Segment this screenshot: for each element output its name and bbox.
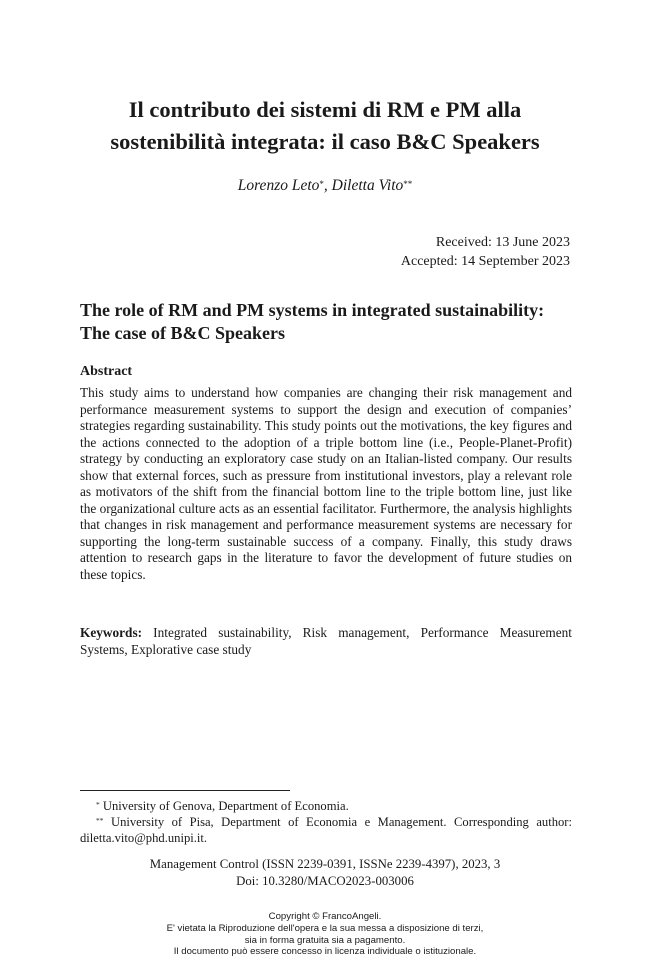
footnote [80,798,572,814]
journal-citation: Management Control (ISSN 2239-0391, ISSNe 2239-4397), 2023, 3 [149,857,501,871]
footnote-text: University of Genova, Department of Economia. [99,799,349,813]
abstract-heading: Abstract [80,364,133,379]
footnote-mark: * [96,800,100,809]
keywords-label: Keywords: [80,625,143,640]
footnote-text: University of Pisa, Department of Economia e Management. Corresponding author: diletta.vito@phd.unipi.it. [80,815,572,845]
copyright-line: Copyright © FrancoAngeli. [268,911,382,922]
english-title: The role of RM and PM systems in integrated sustainability: The case of B&C Speakers [80,300,545,343]
copyright-line: Il documento può essere concesso in licenza individuale o istituzionale. [173,946,477,958]
author-list [0,176,650,196]
doi: Doi: 10.3280/MACO2023-003006 [236,874,414,888]
copyright-notice [0,911,650,958]
keywords-text: Integrated sustainability, Risk management, Performance Measurement Systems, Explorative case study [80,625,572,657]
copyright-line: E' vietata la Riproduzione dell'opera e la sua messa a disposizione di terzi, [166,922,484,934]
journal-info [0,856,650,890]
title-line: Il contributo dei sistemi di RM e PM alla [128,97,522,122]
submission-dates [401,233,570,271]
author-name: Diletta Vito [331,177,404,194]
footnote-divider [80,790,290,791]
article-title [60,94,590,158]
affiliation-mark: ** [403,179,413,189]
received-date: Received: 13 June 2023 [435,235,570,250]
abstract-text: This study aims to understand how companies are changing their risk management and performance measurement systems to support the design and execution of companies’ strategies regarding sustainability. This study points out the motivations, the key figures and the actions connected to the adoption of a triple bottom line (i.e., People-Planet-Profit) strategy by conducting an exploratory case study on an Italian-listed company. Our results show that external forces, such as pressure from institutional investors, play a relevant role as motivators of the shift from the financial bottom line to the triple bottom line, just like the organizational culture acts as an essential facilitator. Furthermore, the analysis highlights that changes in risk management and performance measurement systems are necessary for supporting the long-term sustainable success of a company. Finally, this study draws attention to research gaps in the literature to favor the development of future studies on these topics. [80,385,572,583]
accepted-date: Accepted: 14 September 2023 [400,254,570,269]
author-separator: , [323,177,332,194]
copyright-line: sia in forma gratuita sia a pagamento. [244,934,406,946]
author-name: Lorenzo Leto [237,177,320,194]
footnotes [80,798,572,846]
footnote-mark: ** [96,816,104,825]
footnote [80,814,572,846]
title-line: sostenibilità integrata: il caso B&C Speakers [110,129,540,154]
affiliation-mark: * [319,179,324,189]
keywords [80,624,572,658]
